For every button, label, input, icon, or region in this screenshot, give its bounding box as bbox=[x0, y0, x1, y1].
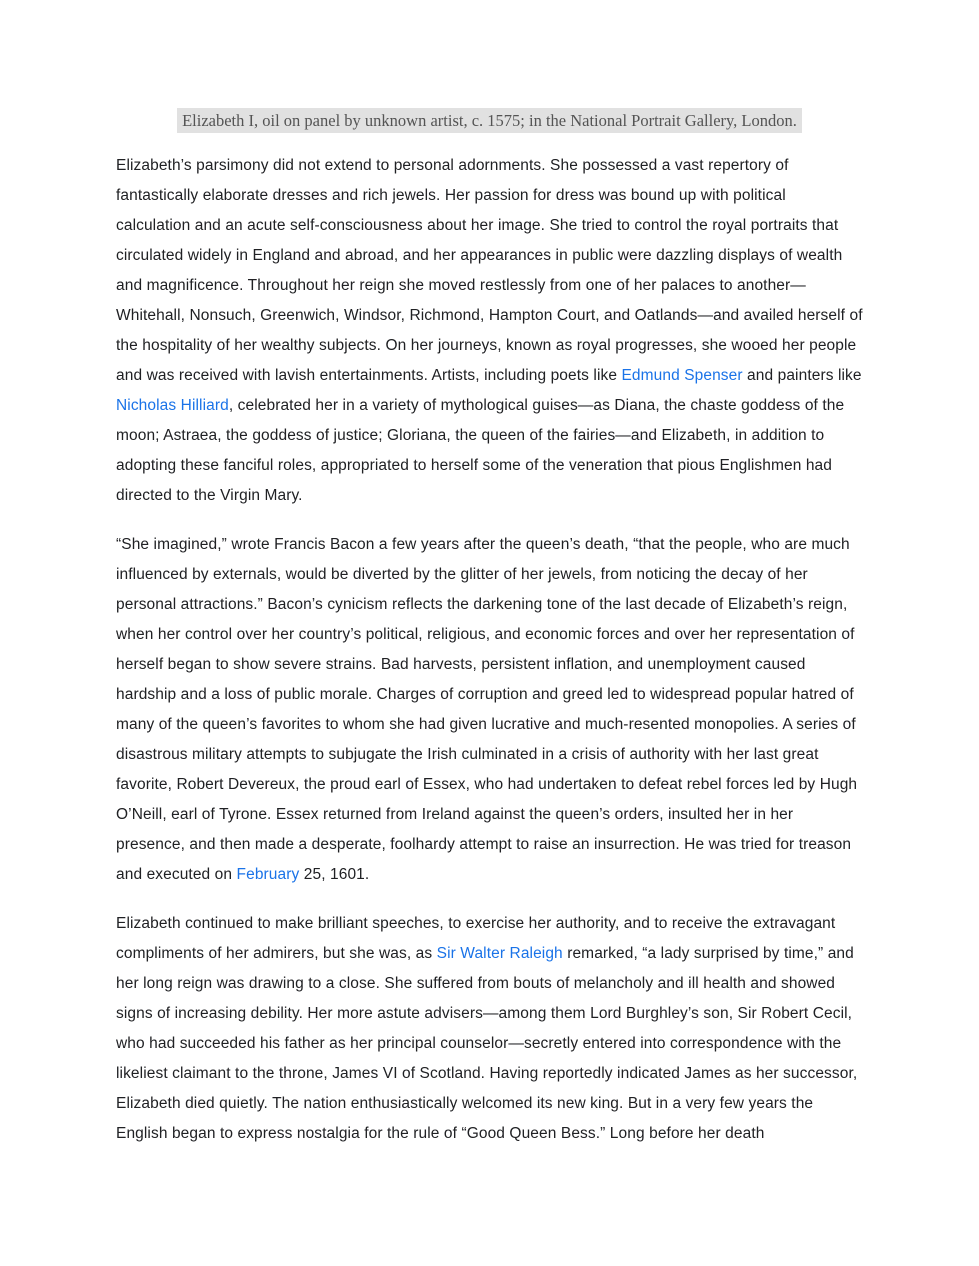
paragraph: Elizabeth continued to make brilliant speeches, to exercise her authority, and to receive the extravagant compliments of her admirers, but she was, as Sir Walter Raleigh remarked, “a lady surprised by time,” and her long reign was drawing to a close. She suffered from bouts of melancholy and ill health and showed signs of increasing debility. Her more astute advisers—among them Lord Burghley’s son, Sir Robert Cecil, who had succeeded his father as her principal counselor—secretly entered into correspondence with the likeliest claimant to the throne, James VI of Scotland. Having reportedly indicated James as her successor, Elizabeth died quietly. The nation enthusiastically welcomed its new king. But in a very few years the English began to express nostalgia for the rule of “Good Queen Bess.” Long before her death bbox=[116, 915, 858, 1142]
inline-link[interactable]: Sir Walter Raleigh bbox=[436, 945, 563, 962]
inline-link[interactable]: Nicholas Hilliard bbox=[116, 397, 229, 414]
caption-text: Elizabeth I, oil on panel by unknown artist, c. 1575; in the National Portrait Gallery, London. bbox=[177, 108, 802, 133]
paragraph: Elizabeth’s parsimony did not extend to personal adornments. She possessed a vast repertory of fantastically elaborate dresses and rich jewels. Her passion for dress was bound up with political calculation and an acute self-consciousness about her image. She tried to control the royal portraits that circulated widely in England and abroad, and her appearances in public were dazzling displays of wealth and magnificence. Throughout her reign she moved restlessly from one of her palaces to another—Whitehall, Nonsuch, Greenwich, Windsor, Richmond, Hampton Court, and Oatlands—and availed herself of the hospitality of her wealthy subjects. On her journeys, known as royal progresses, she wooed her people and was received with lavish entertainments. Artists, including poets like Edmund Spenser and painters like Nicholas Hilliard, celebrated her in a variety of mythological guises—as Diana, the chaste goddess of the moon; Astraea, the goddess of justice; Gloriana, the queen of the fairies—and Elizabeth, in addition to adopting these fanciful roles, appropriated to herself some of the veneration that pious Englishmen had directed to the Virgin Mary. bbox=[116, 157, 863, 504]
inline-link[interactable]: February bbox=[236, 866, 300, 883]
paragraph: “She imagined,” wrote Francis Bacon a few years after the queen’s death, “that the people, who are much influenced by externals, would be diverted by the glitter of her jewels, from noticing the decay of her personal attractions.” Bacon’s cynicism reflects the darkening tone of the last decade of Elizabeth’s reign, when her control over her country’s political, religious, and economic forces and over her representation of herself began to show severe strains. Bad harvests, persistent inflation, and unemployment caused hardship and a loss of public morale. Charges of corruption and greed led to widespread popular hatred of many of the queen’s favorites to whom she had given lucrative and much-resented monopolies. A series of disastrous military attempts to subjugate the Irish culminated in a crisis of authority with her last great favorite, Robert Devereux, the proud earl of Essex, who had undertaken to defeat rebel forces led by Hugh O’Neill, earl of Tyrone. Essex returned from Ireland against the queen’s orders, insulted her in her presence, and then made a desperate, foolhardy attempt to raise an insurrection. He was tried for treason and executed on February 25, 1601. bbox=[116, 536, 858, 883]
content-column bbox=[116, 0, 863, 1149]
image-caption bbox=[116, 108, 863, 134]
inline-link[interactable]: Edmund Spenser bbox=[621, 367, 743, 384]
article-body bbox=[116, 151, 863, 1149]
